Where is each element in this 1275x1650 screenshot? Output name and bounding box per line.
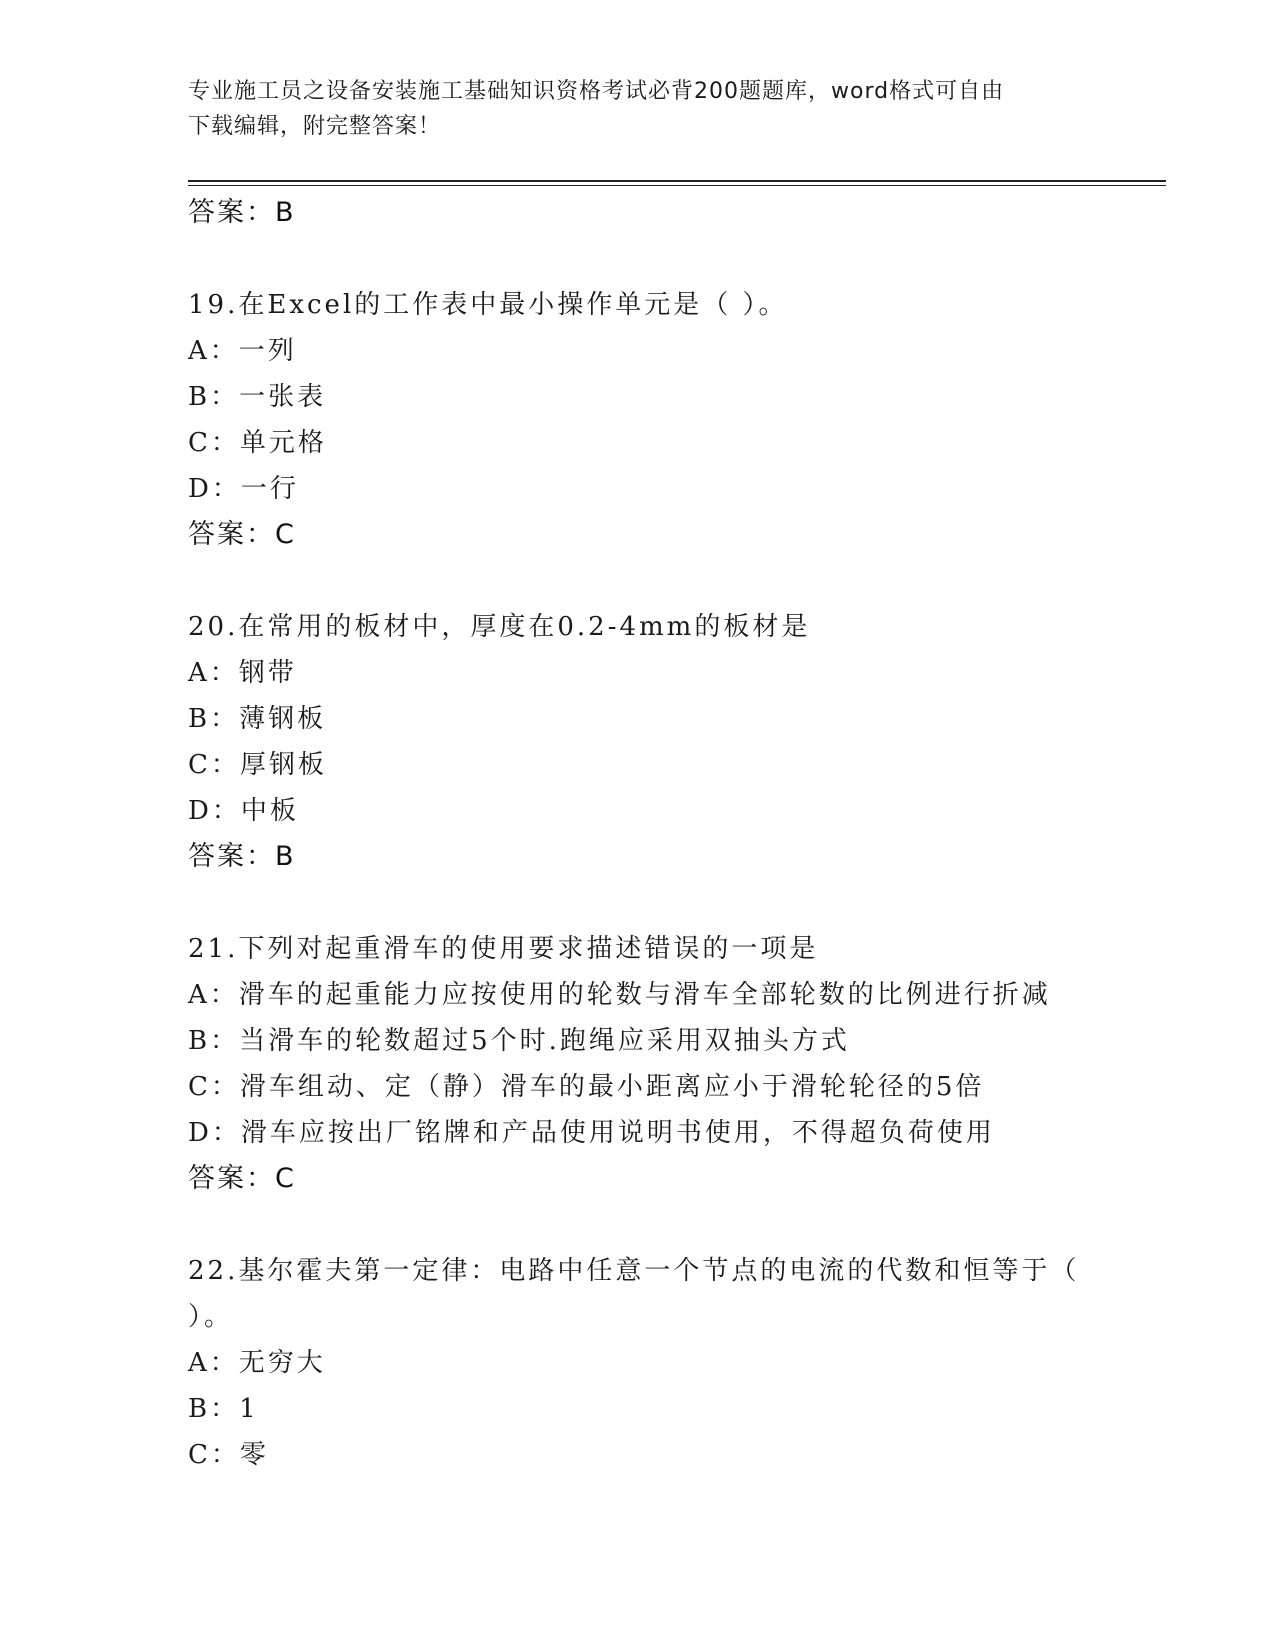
answer-line: 答案：C (188, 519, 296, 550)
option-a: A：一列 (188, 336, 297, 366)
header-line-2: 下载编辑，附完整答案！ (188, 114, 442, 139)
option-d: D：滑车应按出厂铭牌和产品使用说明书使用，不得超负荷使用 (188, 1118, 995, 1148)
option-b: B：1 (188, 1394, 259, 1424)
question-20 (188, 604, 1166, 880)
header-divider (188, 180, 1166, 186)
header-line-1: 专业施工员之设备安装施工基础知识资格考试必背200题题库，word格式可自由 (188, 79, 1005, 104)
question-list (188, 190, 1166, 1478)
question-stem: 19.在Excel的工作表中最小操作单元是（ ）。 (188, 290, 788, 320)
spacer (188, 558, 1166, 604)
option-c: C：厚钢板 (188, 750, 327, 780)
answer-line: 答案：C (188, 1163, 296, 1194)
question-19 (188, 282, 1166, 558)
spacer (188, 1202, 1166, 1248)
option-a: A：无穷大 (188, 1348, 326, 1378)
option-b: B：当滑车的轮数超过5个时.跑绳应采用双抽头方式 (188, 1026, 850, 1056)
answer-line: 答案：B (188, 197, 296, 228)
option-b: B：一张表 (188, 382, 327, 412)
question-stem-continued: ）。 (188, 1302, 234, 1332)
option-c: C：零 (188, 1440, 269, 1470)
option-d: D：中板 (188, 796, 299, 826)
option-a: A：滑车的起重能力应按使用的轮数与滑车全部轮数的比例进行折减 (188, 980, 1051, 1010)
option-c: C：单元格 (188, 428, 327, 458)
option-d: D：一行 (188, 474, 299, 504)
question-21 (188, 926, 1166, 1202)
spacer (188, 880, 1166, 926)
question-stem: 22.基尔霍夫第一定律：电路中任意一个节点的电流的代数和恒等于（ (188, 1256, 1080, 1286)
question-stem: 20.在常用的板材中，厚度在0.2-4mm的板材是 (188, 612, 811, 642)
option-c: C：滑车组动、定（静）滑车的最小距离应小于滑轮轮径的5倍 (188, 1072, 985, 1102)
option-a: A：钢带 (188, 658, 297, 688)
answer-line: 答案：B (188, 841, 296, 872)
option-b: B：薄钢板 (188, 704, 327, 734)
question-stem: 21.下列对起重滑车的使用要求描述错误的一项是 (188, 934, 819, 964)
question-22 (188, 1248, 1166, 1478)
spacer (188, 236, 1166, 282)
document-header (188, 74, 1088, 144)
